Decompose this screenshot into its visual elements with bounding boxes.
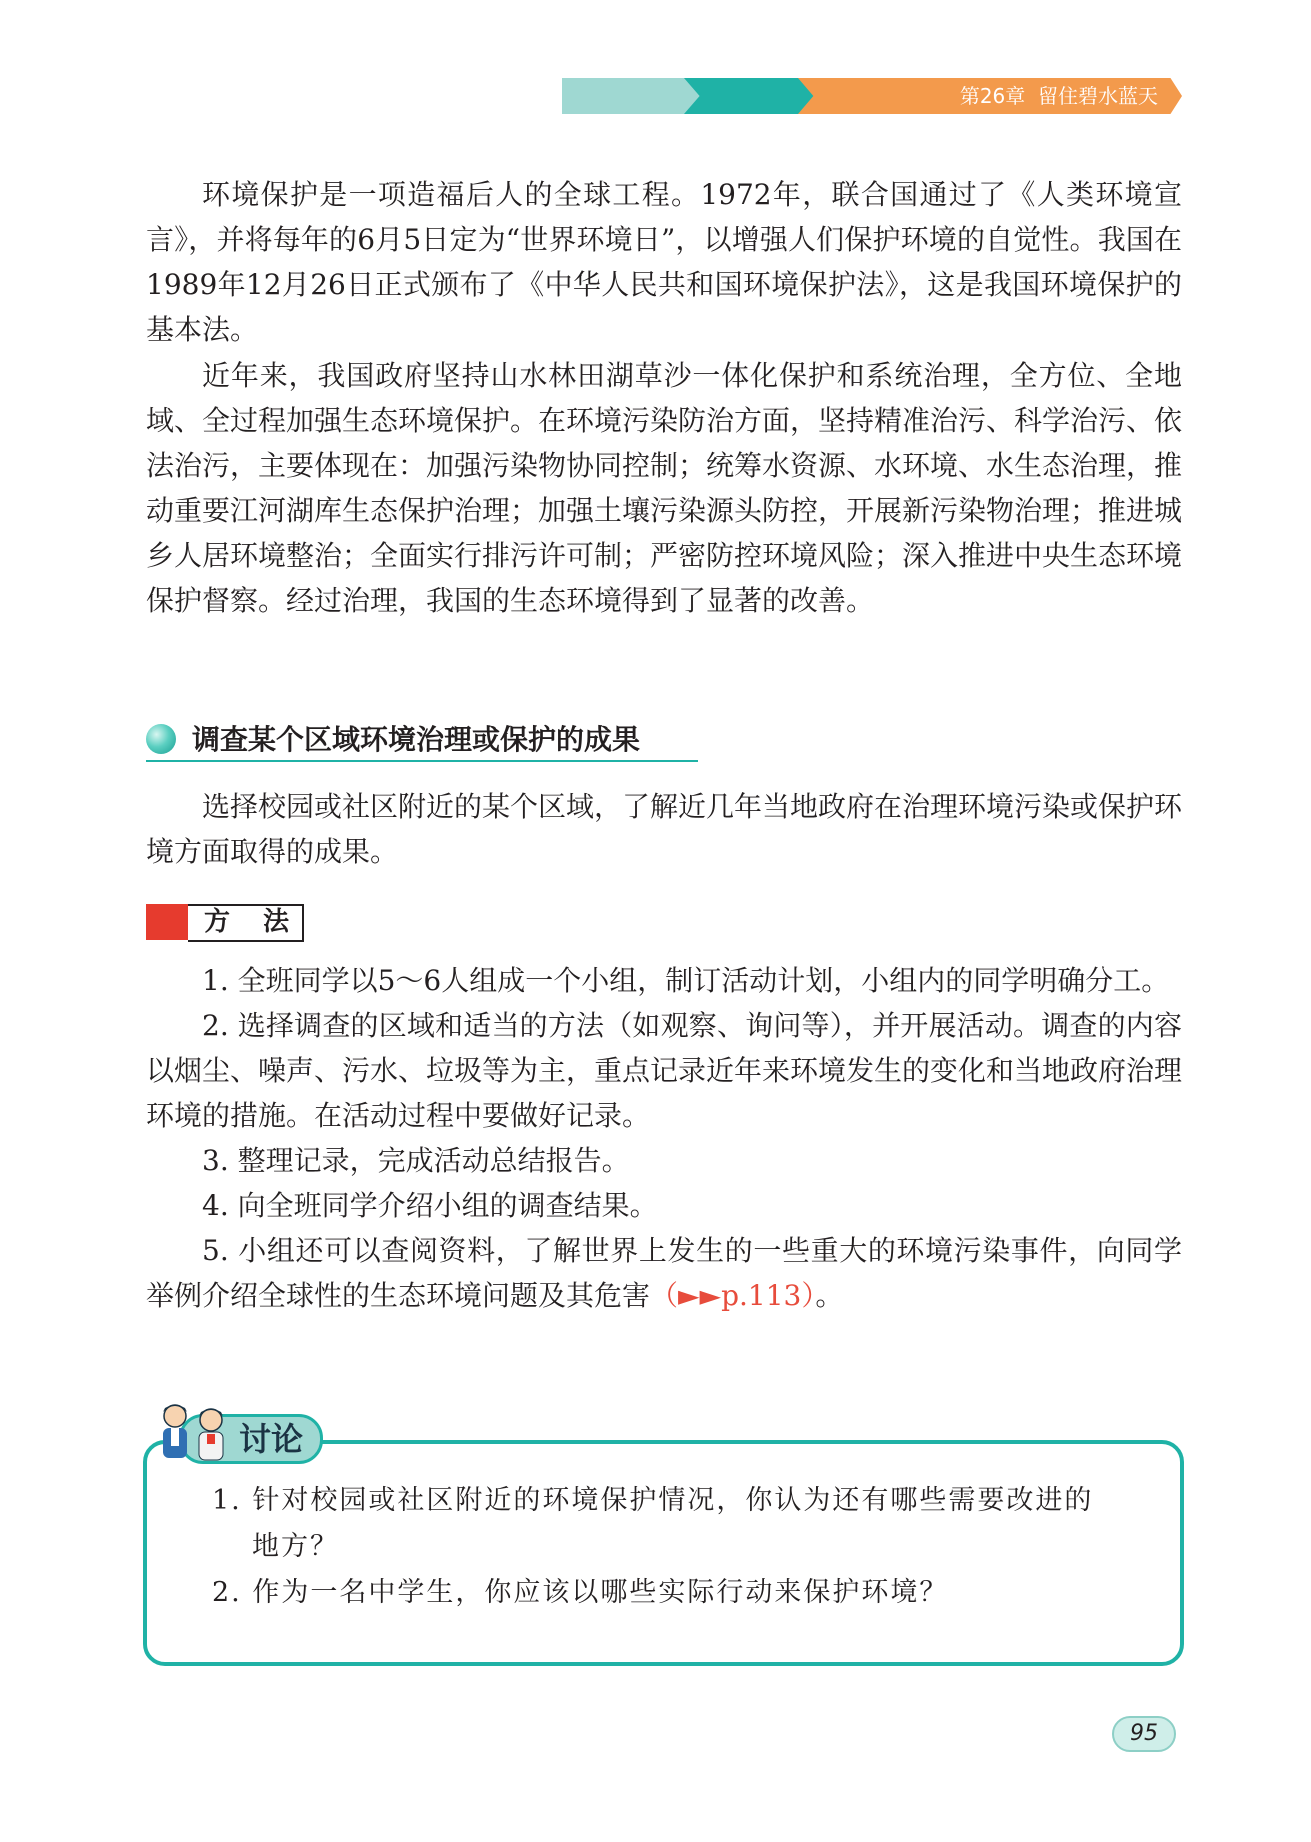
chapter-title: 留住碧水蓝天 bbox=[1038, 84, 1158, 108]
method-step-3: 3. 整理记录，完成活动总结报告。 bbox=[202, 1144, 630, 1177]
method-step-5-end: 。 bbox=[815, 1279, 844, 1312]
discussion-tab bbox=[143, 1400, 323, 1464]
method-step-1: 1. 全班同学以5～6人组成一个小组，制订活动计划，小组内的同学明确分工。 bbox=[202, 964, 1170, 997]
paragraph-environment-day: 环境保护是一项造福后人的全球工程。1972年，联合国通过了《人类环境宣言》，并将每年的6月5日定为“世界环境日”，以增强人们保护环境的自觉性。我国在1989年12月26日正式颁布了《中华人民共和国环境保护法》，这是我国环境保护的基本法。 bbox=[146, 178, 1182, 346]
page-number: 95 bbox=[1112, 1716, 1176, 1752]
students-icon bbox=[151, 1400, 241, 1466]
method-step-5 bbox=[146, 1228, 1182, 1318]
method-label-box bbox=[146, 904, 306, 940]
method-steps bbox=[146, 958, 1182, 1318]
discussion-question-1: 1. 针对校园或社区附近的环境保护情况，你认为还有哪些需要改进的地方？ bbox=[212, 1485, 1094, 1562]
page-reference-link[interactable]: （►►p.113） bbox=[650, 1279, 816, 1312]
activity-section-header bbox=[146, 720, 698, 762]
header-band-light-segment bbox=[562, 78, 702, 114]
method-red-marker bbox=[146, 904, 188, 940]
activity-title: 调查某个区域环境治理或保护的成果 bbox=[192, 723, 641, 756]
method-step-4: 4. 向全班同学介绍小组的调查结果。 bbox=[202, 1189, 658, 1222]
section-bullet-icon bbox=[146, 724, 176, 754]
method-label: 方 法 bbox=[204, 907, 302, 937]
chapter-header-band bbox=[562, 78, 1182, 114]
method-step-2: 2. 选择调查的区域和适当的方法（如观察、询问等），并开展活动。调查的内容以烟尘、噪声、污水、垃圾等为主，重点记录近年来环境发生的变化和当地政府治理环境的措施。在活动过程中要做好记录。 bbox=[146, 1009, 1183, 1132]
discussion-questions bbox=[212, 1478, 1112, 1616]
chapter-number: 第26章 bbox=[959, 84, 1026, 108]
method-step-5-text: 5. 小组还可以查阅资料，了解世界上发生的一些重大的环境污染事件，向同学举例介绍全球性的生态环境问题及其危害 bbox=[146, 1234, 1182, 1312]
discussion-label: 讨论 bbox=[239, 1420, 304, 1458]
activity-intro: 选择校园或社区附近的某个区域，了解近几年当地政府在治理环境污染或保护环境方面取得的成果。 bbox=[146, 790, 1183, 868]
chapter-label bbox=[960, 78, 1158, 114]
header-band-teal-segment bbox=[684, 78, 814, 114]
paragraph-government-protection: 近年来，我国政府坚持山水林田湖草沙一体化保护和系统治理，全方位、全地域、全过程加强生态环境保护。在环境污染防治方面，坚持精准治污、科学治污、依法治污，主要体现在：加强污染物协同控制；统筹水资源、水环境、水生态治理，推动重要江河湖库生态保护治理；加强土壤污染源头防控，开展新污染物治理；推进城乡人居环境整治；全面实行排污许可制；严密防控环境风险；深入推进中央生态环境保护督察。经过治理，我国的生态环境得到了显著的改善。 bbox=[146, 359, 1183, 617]
discussion-question-2: 2. 作为一名中学生，你应该以哪些实际行动来保护环境？ bbox=[212, 1577, 949, 1608]
